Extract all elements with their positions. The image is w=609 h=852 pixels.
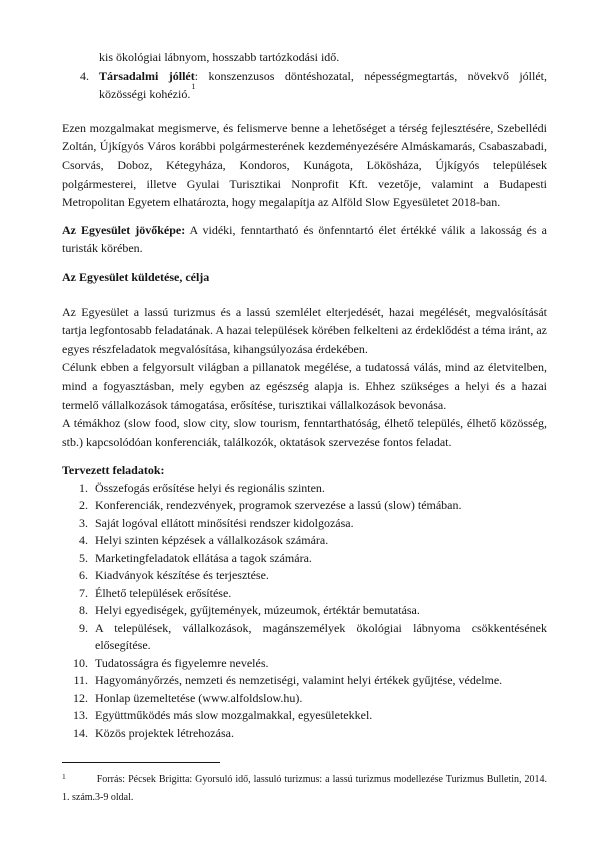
task-item bbox=[62, 497, 547, 515]
task-number: 14. bbox=[73, 725, 88, 740]
vision-label: Az Egyesület jövőképe: bbox=[62, 222, 186, 237]
list-item-4 bbox=[62, 67, 547, 104]
list-item-text bbox=[99, 67, 547, 104]
task-item bbox=[62, 655, 547, 673]
task-text: Helyi egyediségek, gyűjtemények, múzeumok, értéktár bemutatása. bbox=[95, 603, 420, 618]
task-number: 3. bbox=[79, 515, 88, 530]
task-text: Hagyományőrzés, nemzeti és nemzetiségi, valamint helyi értékek gyűjtése, védelme. bbox=[95, 673, 503, 688]
task-text: Együttműködés más slow mozgalmakkal, egyesületekkel. bbox=[95, 708, 373, 723]
footnote-marker: 1 bbox=[62, 772, 66, 781]
task-item bbox=[62, 620, 547, 655]
paragraph-mission-2: Célunk ebben a felgyorsult világban a pillanatok megélése, a tudatossá válás, mind az életvitelben, mind a fogyasztásban, mely egyben az egészség alapja is. Ehhez szükséges a helyi és a hazai termelő vállalkozások támogatása, erősítése, turisztikai vállalkozások bevonása. bbox=[62, 360, 547, 412]
task-item bbox=[62, 480, 547, 498]
paragraph-mission-1: Az Egyesület a lassú turizmus és a lassú szemlélet elterjedését, hazai megélését, megvalósítását tartja legfontosabb feladatának. A hazai települések körében felkelteni az érdeklődést a téma iránt, az egyes részfeladatok megvalósítása, kihangsúlyozása érdekében. bbox=[62, 304, 547, 356]
task-item bbox=[62, 532, 547, 550]
task-number: 11. bbox=[73, 673, 88, 688]
task-list bbox=[62, 480, 547, 743]
vision-text: A vidéki, fenntartható és önfenntartó élet értékké válik a lakosság és a turisták körében. bbox=[62, 222, 547, 256]
task-number: 8. bbox=[79, 603, 88, 618]
footnote-reference: 1 bbox=[191, 82, 196, 92]
task-item bbox=[62, 690, 547, 708]
task-text: Tudatosságra és figyelemre nevelés. bbox=[95, 655, 269, 670]
task-text: Helyi szinten képzések a vállalkozások számára. bbox=[95, 533, 329, 548]
task-text: A települések, vállalkozások, magánszemélyek ökológiai lábnyoma csökkentésének elősegítése. bbox=[95, 620, 547, 653]
task-text: Saját logóval ellátott minősítési rendszer kidolgozása. bbox=[95, 515, 354, 530]
list-item-3-continuation: kis ökológiai lábnyom, hosszabb tartózkodási idő. bbox=[99, 50, 340, 64]
list-item-number: 4. bbox=[80, 68, 89, 83]
task-text: Összefogás erősítése helyi és regionális szinten. bbox=[95, 480, 325, 495]
task-number: 6. bbox=[79, 568, 88, 583]
task-item bbox=[62, 672, 547, 690]
task-number: 10. bbox=[73, 655, 88, 670]
list-item-4-label: Társadalmi jóllét bbox=[99, 68, 195, 83]
task-item bbox=[62, 567, 547, 585]
task-text: Kiadványok készítése és terjesztése. bbox=[95, 568, 269, 583]
heading-mission: Az Egyesület küldetése, célja bbox=[62, 269, 210, 284]
document-content bbox=[62, 48, 547, 742]
task-text: Élhető települések erősítése. bbox=[95, 585, 232, 600]
footnote-text: Forrás: Pécsek Brigitta: Gyorsuló idő, lassuló turizmus: a lassú turizmus modellezése Turizmus Bulletin, 2014. 1. szám.3-9 oldal. bbox=[62, 774, 547, 804]
paragraph-founding: Ezen mozgalmakat megismerve, és felismerve benne a lehetőséget a térség fejlesztésére, Szebellédi Zoltán, Újkígyós Város korábbi polgármesterének kezdeményezésére Almáskamarás, Csabaszabadi, Csorvás, Doboz, Kétegyháza, Kondoros, Kunágota, Lökösháza, Újkígyós települések polgármesterei, illetve Gyulai Turisztikai Nonprofit Kft. vezetője, valamint a Budapesti Metropolitan Egyetem elhatározta, hogy megalapítja az Alföld Slow Egyesületet 2018-ban. bbox=[62, 120, 547, 210]
task-number: 7. bbox=[79, 585, 88, 600]
list-item-4-body: : konszenzusos döntéshozatal, népességmegtartás, növekvő jóllét, közösségi kohézió. bbox=[99, 68, 547, 102]
footnote bbox=[62, 762, 547, 808]
task-text: Marketingfeladatok ellátása a tagok számára. bbox=[95, 550, 312, 565]
task-number: 9. bbox=[79, 620, 88, 635]
task-number: 1. bbox=[79, 480, 88, 495]
task-item bbox=[62, 550, 547, 568]
task-number: 13. bbox=[73, 708, 88, 723]
footnote-body bbox=[62, 771, 547, 808]
heading-tasks: Tervezett feladatok: bbox=[62, 463, 165, 478]
paragraph-mission-3: A témákhoz (slow food, slow city, slow tourism, fenntarthatóság, élhető település, élhető közösség, stb.) kapcsolódóan konferenciák, találkozók, oktatások szervezése fontos feladat. bbox=[62, 416, 547, 449]
paragraph-vision bbox=[62, 221, 547, 258]
task-text: Honlap üzemeltetése (www.alfoldslow.hu). bbox=[95, 690, 303, 705]
footnote-separator bbox=[62, 762, 220, 763]
task-number: 12. bbox=[73, 690, 88, 705]
task-text: Közös projektek létrehozása. bbox=[95, 725, 234, 740]
task-item bbox=[62, 707, 547, 725]
task-item bbox=[62, 515, 547, 533]
task-item bbox=[62, 585, 547, 603]
task-text: Konferenciák, rendezvények, programok szervezése a lassú (slow) témában. bbox=[95, 498, 462, 513]
task-item bbox=[62, 725, 547, 743]
task-item bbox=[62, 602, 547, 620]
task-number: 5. bbox=[79, 550, 88, 565]
task-number: 2. bbox=[79, 498, 88, 513]
task-number: 4. bbox=[79, 533, 88, 548]
